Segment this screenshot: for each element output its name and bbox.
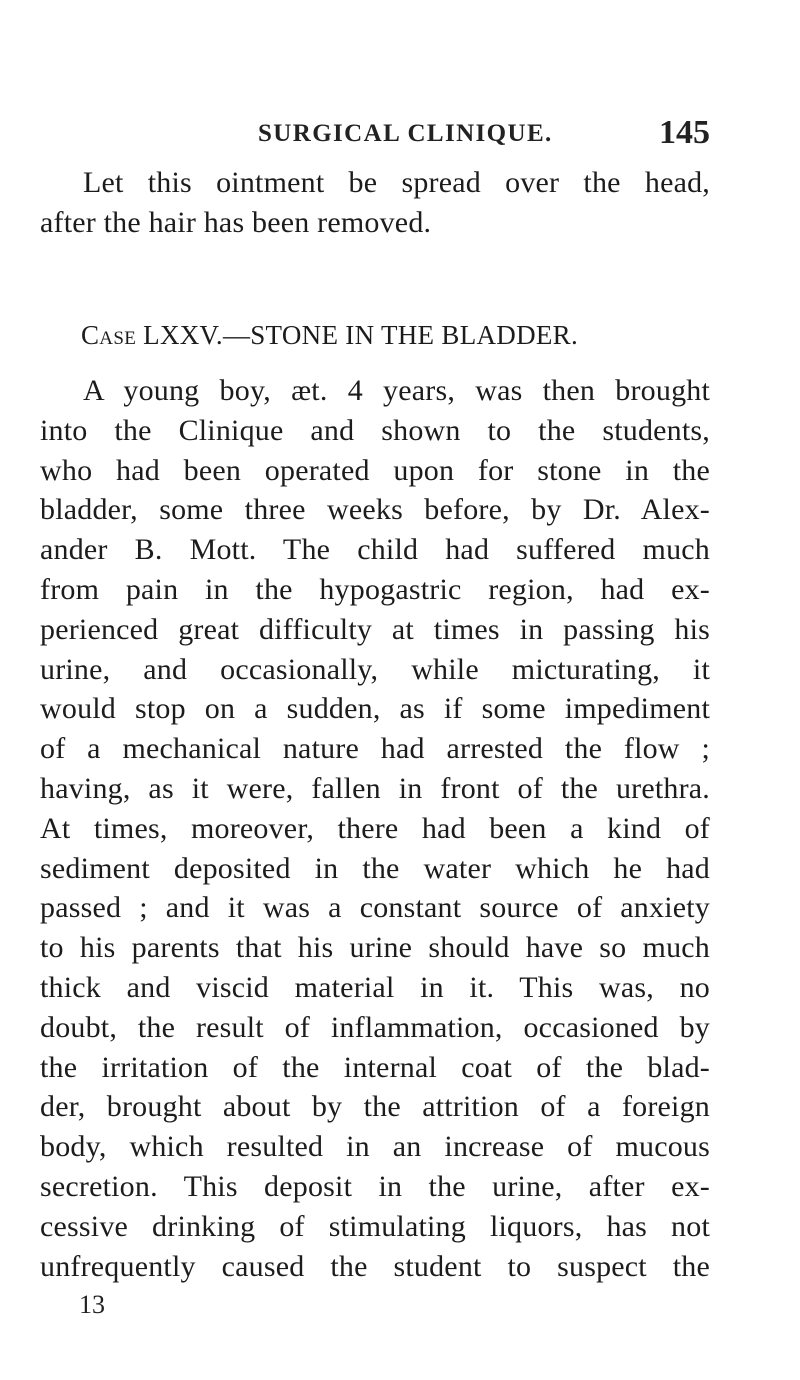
text-line: Let this ointment be spread over the head, [83,166,710,199]
text-line: the irritation of the internal coat of the blad- [40,1050,710,1084]
text-line: to his parents that his urine should have so much [40,931,710,965]
running-head [258,114,710,154]
signature-mark: 13 [79,1290,105,1319]
paragraph-ointment [40,163,710,243]
text-line: after the hair has been removed. [40,205,432,239]
text-line: der, brought about by the attrition of a foreign [40,1090,710,1124]
text-line: having, as it were, fallen in front of the urethra. [40,771,710,805]
paragraph-case-description [40,371,710,1286]
text-line: unfrequently caused the student to suspect the [40,1249,710,1283]
text-line: into the Clinique and shown to the students, [40,413,710,447]
text-line: doubt, the result of inflammation, occasioned by [40,1010,710,1044]
running-title: SURGICAL CLINIQUE. [258,120,553,147]
page-number: 145 [659,114,710,151]
text-line: of a mechanical nature had arrested the flow ; [40,732,710,766]
text-line: At times, moreover, there had been a kind of [40,811,710,845]
text-line: perienced great difficulty at times in passing his [40,612,710,646]
text-line: who had been operated upon for stone in the [40,453,710,487]
text-line: A young boy, æt. 4 years, was then brought [83,374,710,407]
text-line: from pain in the hypogastric region, had ex- [40,572,710,606]
text-line: would stop on a sudden, as if some impediment [40,692,710,726]
text-line: body, which resulted in an increase of mucous [40,1130,710,1164]
text-line: cessive drinking of stimulating liquors, has not [40,1209,710,1243]
text-line: ander B. Mott. The child had suffered much [40,533,710,567]
text-line: urine, and occasionally, while micturating, it [40,652,710,686]
text-line: bladder, some three weeks before, by Dr. Alex- [40,493,710,527]
case-heading [81,315,578,355]
text-line: thick and viscid material in it. This was, no [40,970,710,1004]
case-title: —STONE IN THE BLADDER. [222,320,579,350]
case-number: LXXV. [143,320,223,350]
text-line: secretion. This deposit in the urine, after ex- [40,1169,710,1203]
text-line: sediment deposited in the water which he had [40,851,710,885]
text-line: passed ; and it was a constant source of anxiety [40,891,710,925]
case-label: Case [81,320,137,350]
